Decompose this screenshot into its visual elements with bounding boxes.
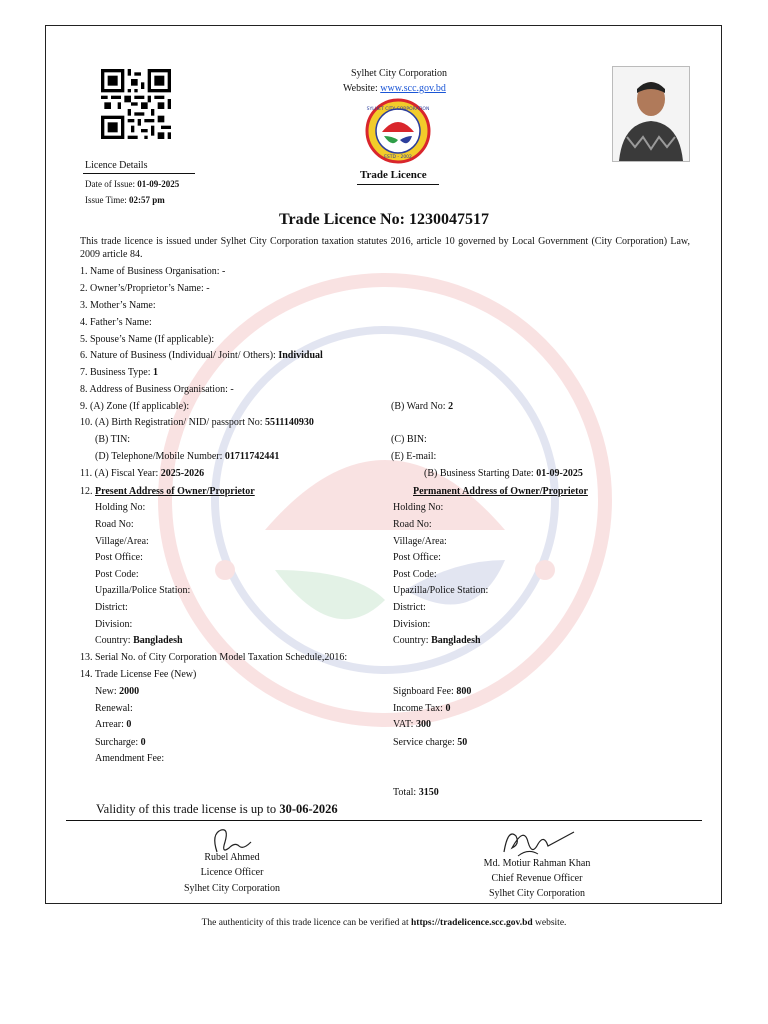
item-10e: (E) E-mail:: [391, 451, 437, 462]
time-label: Issue Time:: [85, 195, 127, 205]
fee-vat: [393, 719, 431, 730]
fee-income-tax-value: 0: [445, 703, 451, 714]
date-value: 01-09-2025: [137, 179, 180, 189]
item-12-number: 12.: [80, 486, 93, 497]
right-signatory-role: Chief Revenue Officer: [491, 873, 583, 884]
fee-vat-value: 300: [415, 719, 431, 730]
fee-surcharge: [95, 737, 146, 748]
item-7-value: 1: [153, 367, 159, 378]
present-country-label: Country:: [95, 635, 131, 646]
fee-surcharge-value: 0: [140, 737, 146, 748]
permanent-post-code: Post Code:: [393, 569, 437, 580]
item-13: 13. Serial No. of City Corporation Model Taxation Schedule,2016:: [80, 652, 348, 663]
signature-motiur-rahman-khan: [498, 822, 576, 862]
item-2: 2. Owner’s/Proprietor’s Name: -: [80, 283, 210, 294]
fee-arrear: [95, 719, 131, 730]
present-post-code: Post Code:: [95, 569, 139, 580]
fiscal-year-value: 2025-2026: [160, 468, 205, 479]
item-11a: [80, 468, 204, 479]
website-label: Website:: [343, 83, 378, 94]
fee-signboard: [393, 686, 471, 697]
permanent-address-heading-text: Permanent Address of Owner/Proprietor: [413, 486, 588, 497]
right-signatory-org: Sylhet City Corporation: [488, 888, 586, 899]
left-signatory-role: Licence Officer: [200, 867, 264, 878]
fee-signboard-value: 800: [456, 686, 472, 697]
present-road: Road No:: [95, 519, 134, 530]
emblem-bottom-text: ESTD - 2002: [384, 155, 412, 160]
present-holding: Holding No:: [95, 502, 146, 513]
licence-details-underline: [83, 173, 195, 174]
verification-pre: The authenticity of this trade licence can be verified at: [201, 918, 409, 928]
item-6: [80, 350, 323, 361]
permanent-address-heading: [413, 486, 588, 497]
validity-date: 30-06-2026: [279, 802, 338, 816]
fee-renewal: Renewal:: [95, 703, 133, 714]
permanent-village: Village/Area:: [393, 536, 447, 547]
fee-new: [95, 686, 139, 697]
fee-total-label: Total:: [393, 787, 417, 798]
fee-signboard-label: Signboard Fee:: [393, 686, 454, 697]
qr-code: [99, 69, 173, 139]
fee-income-tax-label: Income Tax:: [393, 703, 443, 714]
item-3: 3. Mother’s Name:: [80, 300, 156, 311]
item-10c: (C) BIN:: [391, 434, 427, 445]
present-country: [95, 635, 183, 646]
permanent-road: Road No:: [393, 519, 432, 530]
item-12: [80, 486, 255, 497]
permanent-country-label: Country:: [393, 635, 429, 646]
present-post-office: Post Office:: [95, 552, 143, 563]
issue-time: [85, 195, 165, 205]
fee-service-label: Service charge:: [393, 737, 455, 748]
item-4: 4. Father’s Name:: [80, 317, 152, 328]
permanent-post-office: Post Office:: [393, 552, 441, 563]
permanent-district: District:: [393, 602, 426, 613]
fee-arrear-label: Arrear:: [95, 719, 124, 730]
ward-label: (B) Ward No:: [391, 401, 446, 412]
verification-post: website.: [535, 918, 567, 928]
time-value: 02:57 pm: [129, 195, 165, 205]
fee-income-tax: [393, 703, 450, 714]
date-label: Date of Issue:: [85, 179, 135, 189]
emblem-top-text: SYLHET CITY CORPORATION: [366, 107, 430, 112]
licence-number-label: Trade Licence No:: [279, 211, 405, 228]
fee-arrear-value: 0: [126, 719, 132, 730]
fee-total-value: 3150: [418, 787, 439, 798]
present-upazilla: Upazilla/Police Station:: [95, 585, 191, 596]
verification-url[interactable]: https://tradelicence.scc.gov.bd: [411, 918, 533, 928]
permanent-upazilla: Upazilla/Police Station:: [393, 585, 489, 596]
item-6-label: 6. Nature of Business (Individual/ Joint/ Others):: [80, 350, 276, 361]
nid-label: 10. (A) Birth Registration/ NID/ passport No:: [80, 417, 263, 428]
item-1: 1. Name of Business Organisation: -: [80, 266, 226, 277]
left-signatory-name: Rubel Ahmed: [204, 852, 260, 863]
city-corporation-emblem: [362, 98, 434, 164]
permanent-country: [393, 635, 481, 646]
permanent-country-value: Bangladesh: [431, 635, 481, 646]
fee-service-charge: [393, 737, 467, 748]
website-link[interactable]: www.scc.gov.bd: [380, 83, 446, 94]
fiscal-year-label: 11. (A) Fiscal Year:: [80, 468, 159, 479]
verification-note: [0, 918, 768, 928]
website-line: [343, 83, 446, 94]
start-date-label: (B) Business Starting Date:: [424, 468, 534, 479]
permanent-holding: Holding No:: [393, 502, 444, 513]
org-name: Sylhet City Corporation: [350, 68, 448, 79]
item-9b: [391, 401, 453, 412]
left-signatory-org: Sylhet City Corporation: [183, 883, 281, 894]
ward-value: 2: [448, 401, 454, 412]
present-country-value: Bangladesh: [133, 635, 183, 646]
validity-statement: [96, 802, 338, 817]
item-11b: [424, 468, 583, 479]
fee-new-value: 2000: [119, 686, 140, 697]
doc-type-underline: [357, 184, 439, 185]
intro-paragraph: This trade licence is issued under Sylhet City Corporation taxation statutes 2016, article 10 governed by Local Government (City Corporation) Law, 2009 article 84.: [80, 236, 690, 260]
present-village: Village/Area:: [95, 536, 149, 547]
item-14: 14. Trade License Fee (New): [80, 669, 197, 680]
signature-divider: [66, 820, 702, 821]
present-address-heading: Present Address of Owner/Proprietor: [95, 486, 255, 497]
item-8: 8. Address of Business Organisation: -: [80, 384, 234, 395]
item-9a: 9. (A) Zone (If applicable):: [80, 401, 190, 412]
present-division: Division:: [95, 619, 133, 630]
nid-value: 5511140930: [264, 417, 314, 428]
start-date-value: 01-09-2025: [536, 468, 583, 479]
item-6-value: Individual: [278, 350, 323, 361]
fee-vat-label: VAT:: [393, 719, 414, 730]
item-7: [80, 367, 158, 378]
item-10d: [95, 451, 279, 462]
present-district: District:: [95, 602, 128, 613]
item-10b: (B) TIN:: [95, 434, 131, 445]
doc-type-heading: Trade Licence: [360, 169, 427, 181]
licence-number-value: 1230047517: [408, 211, 489, 228]
fee-new-label: New:: [95, 686, 117, 697]
validity-text: Validity of this trade license is up to: [96, 802, 277, 816]
owner-photo: [612, 66, 690, 162]
fee-surcharge-label: Surcharge:: [95, 737, 139, 748]
fee-total: [393, 787, 439, 798]
phone-value: 01711742441: [224, 451, 280, 462]
permanent-division: Division:: [393, 619, 431, 630]
item-7-label: 7. Business Type:: [80, 367, 151, 378]
licence-details-heading: Licence Details: [85, 160, 148, 171]
licence-number-title: [0, 211, 768, 229]
right-signatory-name: Md. Motiur Rahman Khan: [483, 858, 591, 869]
fee-service-value: 50: [457, 737, 468, 748]
phone-label: (D) Telephone/Mobile Number:: [95, 451, 223, 462]
item-10a: [80, 417, 314, 428]
fee-amendment: Amendment Fee:: [95, 753, 165, 764]
item-5: 5. Spouse’s Name (If applicable):: [80, 334, 215, 345]
date-of-issue: [85, 179, 179, 189]
